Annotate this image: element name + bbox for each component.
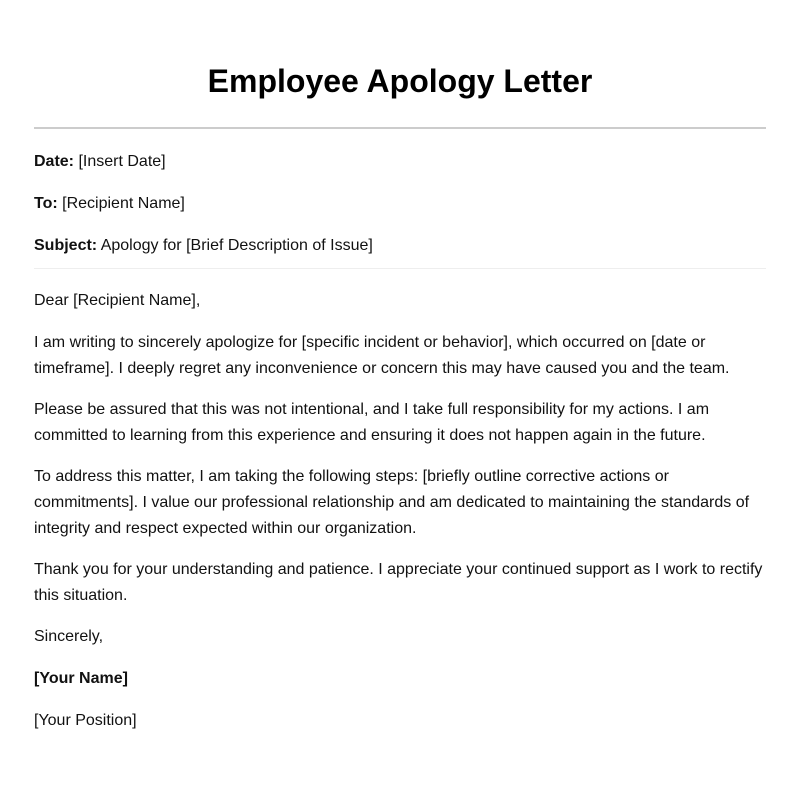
header-divider [34,268,766,269]
subject-value: Apology for [Brief Description of Issue] [100,237,373,254]
date-label: Date: [34,153,75,170]
body-paragraph-1: I am writing to sincerely apologize for [specific incident or behavior], which occurred on [date or timeframe]. I deeply regret any inconvenience or concern this may have caused you and the team. [34,334,730,377]
body-paragraph-3: To address this matter, I am taking the following steps: [briefly outline corrective actions or commitments]. I value our professional relationship and am dedicated to maintaining the standards of integrity and respect expected within our organization. [34,468,750,537]
page-title: Employee Apology Letter [207,63,593,99]
signature-name: [Your Name] [34,670,128,687]
subject-label: Subject: [34,237,98,254]
letter-page [34,0,766,734]
title-divider [34,127,766,129]
to-value: [Recipient Name] [62,195,185,212]
subject-line [34,236,766,256]
date-value: [Insert Date] [78,153,166,170]
closing: Sincerely, [34,628,104,645]
body-paragraph-4: Thank you for your understanding and patience. I appreciate your continued support as I work to rectify this situation. [34,561,763,604]
date-line [34,152,766,172]
signature-position: [Your Position] [34,712,137,729]
to-label: To: [34,195,58,212]
body-paragraph-2: Please be assured that this was not intentional, and I take full responsibility for my actions. I am committed to learning from this experience and ensuring it does not happen again in the future. [34,401,710,444]
greeting: Dear [Recipient Name], [34,292,201,309]
to-line [34,194,766,214]
